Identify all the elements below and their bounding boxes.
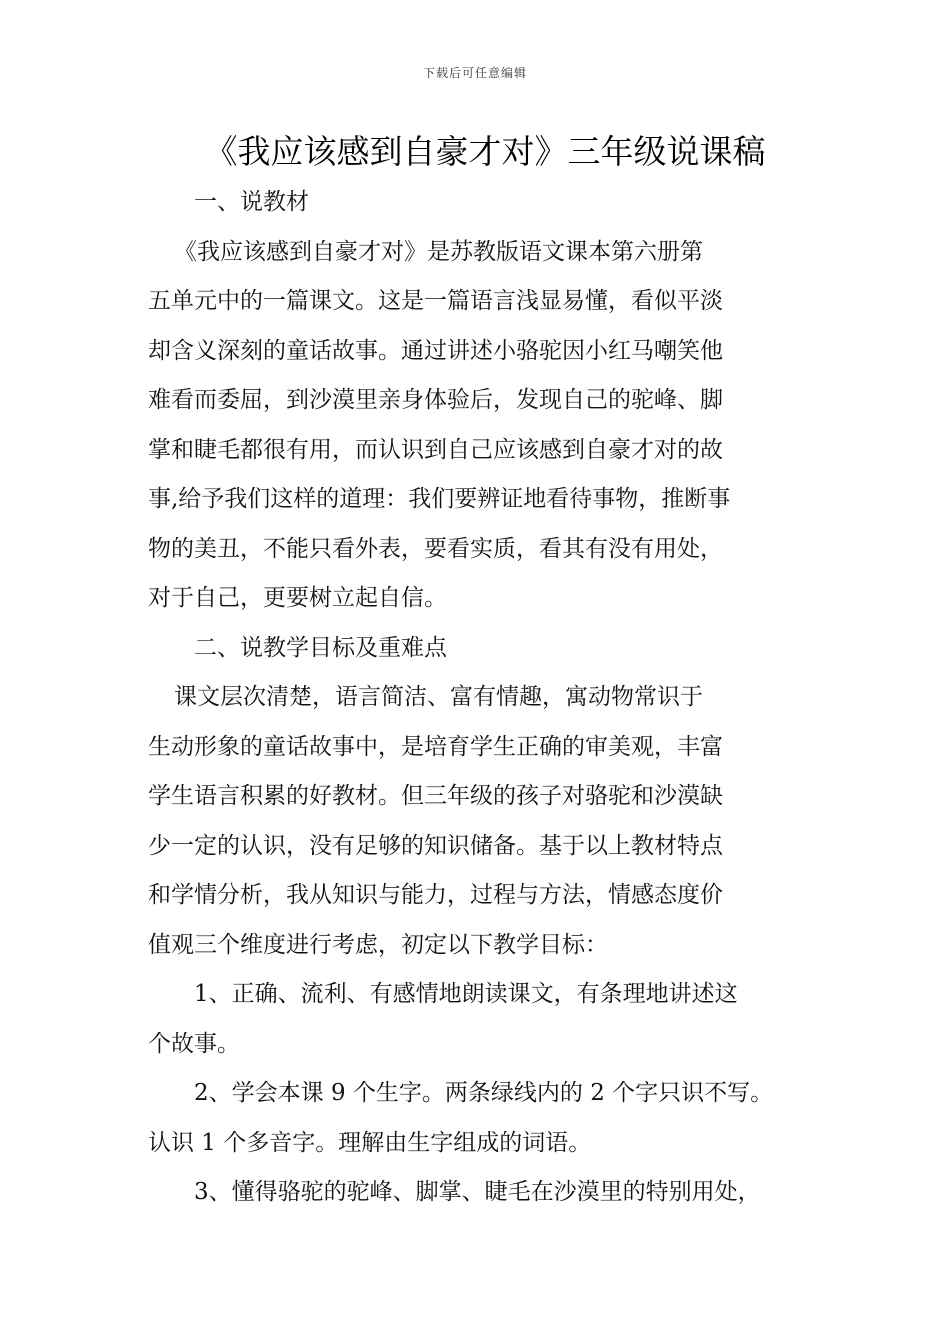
header-note: 下载后可任意编辑 — [422, 66, 527, 80]
goal-item-1: 1、正确、流利、有感情地朗读课文，有条理地讲述这 — [194, 981, 738, 1007]
paragraph-line: 《我应该感到自豪才对》是苏教版语文课本第六册第 — [174, 238, 703, 265]
paragraph-line: 对于自己，更要树立起自信。 — [148, 585, 447, 611]
paragraph-line: 难看而委屈，到沙漠里亲身体验后，发现自己的驼峰、脚 — [148, 387, 723, 413]
paragraph-line: 课文层次清楚，语言简洁、富有情趣，寓动物常识于 — [174, 684, 703, 710]
goal-item-3: 3、懂得骆驼的驼峰、脚掌、睫毛在沙漠里的特别用处， — [194, 1179, 761, 1205]
paragraph-line: 值观三个维度进行考虑，初定以下教学目标： — [148, 931, 608, 958]
paragraph-line: 和学情分析，我从知识与能力，过程与方法，情感态度价 — [148, 882, 723, 908]
goal-item-2: 2、学会本课 9 个生字。两条绿线内的 2 个字只识不写。 — [194, 1080, 774, 1106]
section-heading-2: 二、说教学目标及重难点 — [194, 634, 447, 661]
paragraph-line: 掌和睫毛都很有用，而认识到自己应该感到自豪才对的故 — [148, 436, 723, 463]
document-body — [148, 178, 818, 1218]
paragraph-line: 生动形象的童话故事中，是培育学生正确的审美观，丰富 — [148, 733, 723, 760]
paragraph-line: 事,给予我们这样的道理：我们要辨证地看待事物，推断事 — [148, 486, 731, 512]
paragraph-line: 五单元中的一篇课文。这是一篇语言浅显易懂，看似平淡 — [148, 288, 723, 314]
section-heading-1: 一、说教材 — [194, 189, 309, 215]
paragraph-line: 却含义深刻的童话故事。通过讲述小骆驼因小红马嘲笑他 — [148, 337, 723, 364]
paragraph-line: 少一定的认识，没有足够的知识储备。基于以上教材特点 — [148, 832, 723, 859]
paragraph-line: 物的美丑，不能只看外表，要看实质，看其有没有用处， — [148, 535, 723, 562]
paragraph-line: 个故事。 — [148, 1030, 240, 1057]
document-title: 《我应该感到自豪才对》三年级说课稿 — [204, 132, 766, 171]
paragraph-line: 认识 1 个多音字。理解由生字组成的词语。 — [148, 1129, 592, 1156]
paragraph-line: 学生语言积累的好教材。但三年级的孩子对骆驼和沙漠缺 — [148, 783, 723, 809]
